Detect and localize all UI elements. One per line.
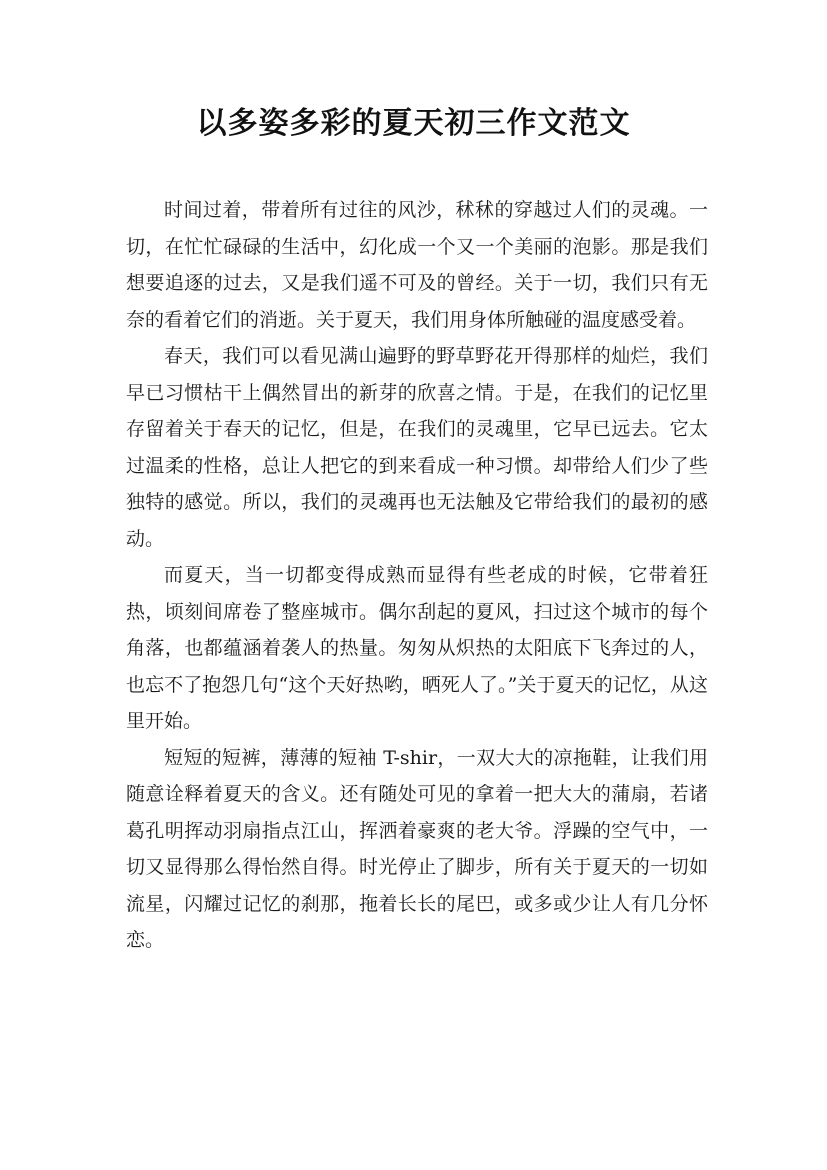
paragraph-3: 而夏天，当一切都变得成熟而显得有些老成的时候，它带着狂热，顷刻间席卷了整座城市。偶尔刮起的夏风，扫过这个城市的每个角落，也都蕴涵着袭人的热量。匆匆从炽热的太阳底下飞奔过的人，也忘不了抱怨几句“这个天好热哟，晒死人了。”关于夏天的记忆，从这里开始。 bbox=[126, 564, 708, 732]
document-body bbox=[126, 192, 708, 959]
paragraph-2: 春天，我们可以看见满山遍野的野草野花开得那样的灿烂，我们早已习惯枯干上偶然冒出的新芽的欣喜之情。于是，在我们的记忆里存留着关于春天的记忆，但是，在我们的灵魂里，它早已远去。它太过温柔的性格，总让人把它的到来看成一种习惯。却带给人们少了些独特的感觉。所以，我们的灵魂再也无法触及它带给我们的最初的感动。 bbox=[126, 345, 708, 550]
paragraph-1: 时间过着，带着所有过往的风沙，秫秫的穿越过人们的灵魂。一切，在忙忙碌碌的生活中，幻化成一个又一个美丽的泡影。那是我们想要追逐的过去，又是我们遥不可及的曾经。关于一切，我们只有无奈的看着它们的消逝。关于夏天，我们用身体所触碰的温度感受着。 bbox=[126, 199, 708, 331]
document-title: 以多姿多彩的夏天初三作文范文 bbox=[196, 106, 631, 141]
paragraph-4: 短短的短裤，薄薄的短袖 T-shir，一双大大的凉拖鞋，让我们用随意诠释着夏天的含义。还有随处可见的拿着一把大大的蒲扇，若诸葛孔明挥动羽扇指点江山，挥洒着豪爽的老大爷。浮躁的空气中，一切又显得那么得怡然自得。时光停止了脚步，所有关于夏天的一切如流星，闪耀过记忆的刹那，拖着长长的尾巴，或多或少让人有几分怀恋。 bbox=[126, 746, 708, 951]
